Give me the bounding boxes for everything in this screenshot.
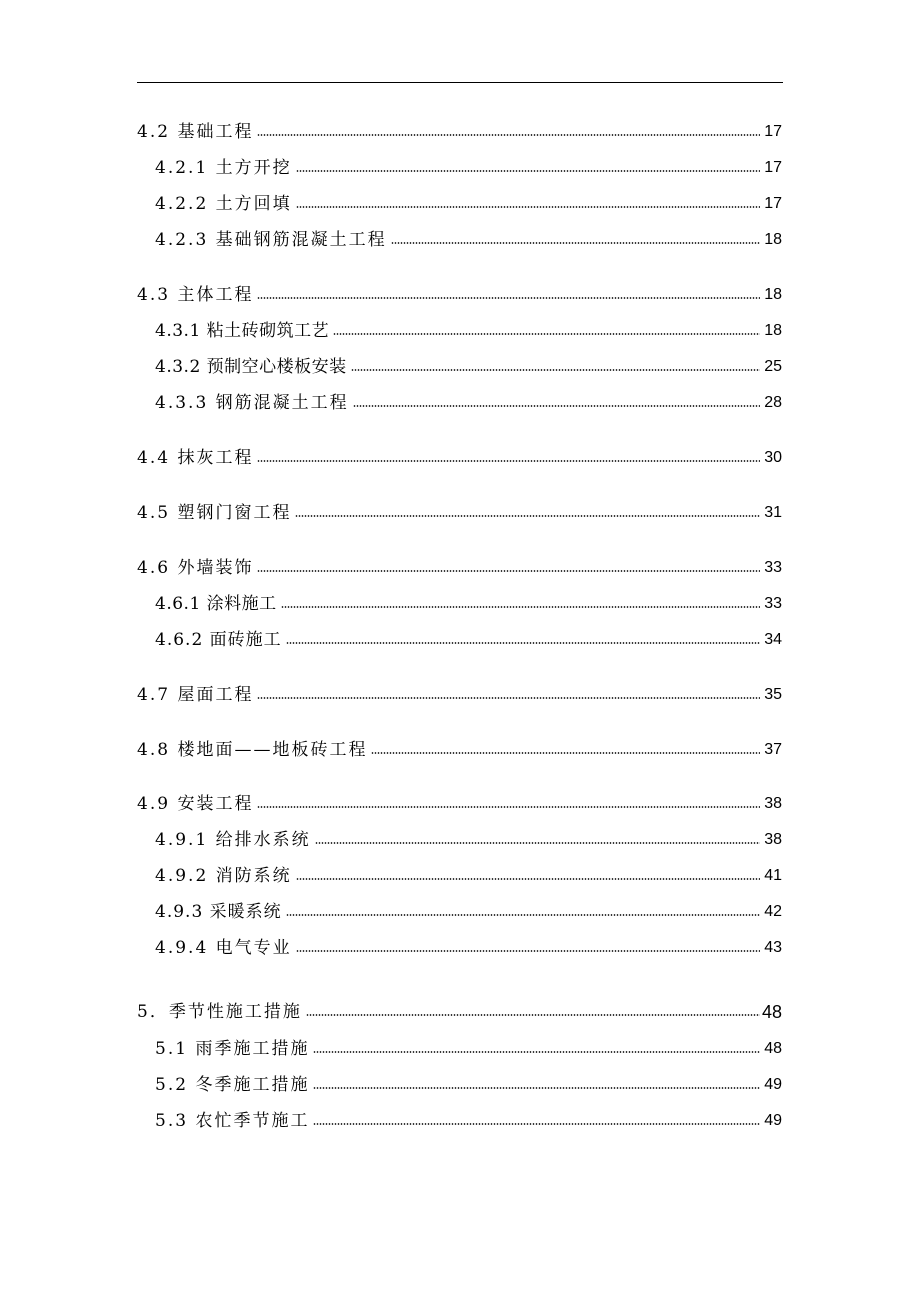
toc-entry-page: 18 [764, 286, 782, 303]
dot-leader [296, 169, 760, 173]
toc-entry-page: 28 [764, 394, 782, 411]
dot-leader [296, 205, 760, 209]
toc-entry-4-9-1[interactable] [155, 826, 782, 850]
toc-entry-label: 4.9 安装工程 [137, 794, 254, 814]
toc-entry-page: 18 [764, 231, 782, 248]
toc-entry-label: 4.2 基础工程 [137, 122, 254, 142]
dot-leader [296, 949, 760, 953]
dot-leader [286, 913, 760, 917]
toc-entry-page: 33 [764, 595, 782, 612]
toc-entry-page: 49 [764, 1112, 782, 1129]
dot-leader [257, 459, 760, 463]
dot-leader [295, 514, 760, 518]
toc-entry-4-6-1[interactable] [155, 590, 782, 614]
dot-leader [286, 641, 760, 645]
dot-leader [333, 332, 760, 336]
dot-leader [257, 805, 760, 809]
toc-entry-page: 37 [764, 741, 782, 758]
toc-entry-4-2[interactable] [137, 118, 782, 142]
toc-entry-page: 33 [764, 559, 782, 576]
toc-entry-4-3-2[interactable] [155, 353, 782, 377]
toc-entry-4-9-2[interactable] [155, 862, 782, 886]
dot-leader [296, 877, 760, 881]
dot-leader [281, 605, 760, 609]
toc-entry-4-6[interactable] [137, 554, 782, 578]
toc-entry-page: 25 [764, 358, 782, 375]
toc-entry-label: 4.3.3 钢筋混凝土工程 [155, 393, 349, 413]
dot-leader [313, 1086, 760, 1090]
dot-leader [313, 1122, 760, 1126]
toc-entry-label: 4.3 主体工程 [137, 285, 254, 305]
toc-entry-page: 41 [764, 867, 782, 884]
dot-leader [391, 241, 760, 245]
toc-entry-label: 5．季节性施工措施 [137, 1002, 302, 1022]
toc-entry-label: 4.2.3 基础钢筋混凝土工程 [155, 230, 387, 250]
toc-entry-label: 4.2.1 土方开挖 [155, 158, 292, 178]
dot-leader [351, 368, 760, 372]
toc-entry-label: 4.5 塑钢门窗工程 [137, 503, 292, 523]
dot-leader [371, 751, 760, 755]
toc-entry-label: 4.9.1 给排水系统 [155, 830, 311, 850]
toc-entry-4-2-2[interactable] [155, 190, 782, 214]
toc-entry-label: 5.3 农忙季节施工 [155, 1111, 310, 1131]
toc-entry-4-3[interactable] [137, 281, 782, 305]
toc-entry-page: 17 [764, 159, 782, 176]
toc-entry-label: 5.2 冬季施工措施 [155, 1075, 310, 1095]
toc-entry-page: 17 [764, 123, 782, 140]
toc-entry-page: 34 [764, 631, 782, 648]
toc-entry-label: 4.2.2 土方回填 [155, 194, 292, 214]
dot-leader [257, 296, 760, 300]
toc-entry-page: 30 [764, 449, 782, 466]
toc-entry-4-2-1[interactable] [155, 154, 782, 178]
toc-entry-page: 43 [764, 939, 782, 956]
toc-entry-label: 4.6.2 面砖施工 [155, 630, 282, 650]
toc-entry-4-5[interactable] [137, 499, 782, 523]
toc-entry-page: 49 [764, 1076, 782, 1093]
toc-entry-4-9[interactable] [137, 790, 782, 814]
toc-entry-label: 4.4 抹灰工程 [137, 448, 254, 468]
dot-leader [315, 841, 760, 845]
toc-entry-label: 4.9.4 电气专业 [155, 938, 292, 958]
toc-entry-4-8[interactable] [137, 736, 782, 760]
toc-entry-4-6-2[interactable] [155, 626, 782, 650]
toc-entry-4-3-3[interactable] [155, 389, 782, 413]
toc-entry-label: 4.3.2 预制空心楼板安装 [155, 357, 347, 377]
toc-entry-label: 4.8 楼地面——地板砖工程 [137, 740, 368, 760]
toc-entry-page: 31 [764, 504, 782, 521]
toc-entry-page: 42 [764, 903, 782, 920]
dot-leader [257, 696, 760, 700]
toc-entry-4-2-3[interactable] [155, 226, 782, 250]
toc-entry-page: 48 [764, 1040, 782, 1057]
toc-entry-5-3[interactable] [155, 1107, 782, 1131]
toc-entry-label: 4.9.3 采暖系统 [155, 902, 282, 922]
dot-leader [257, 133, 760, 137]
toc-entry-page: 48 [761, 1002, 782, 1022]
toc-entry-5[interactable] [137, 998, 782, 1022]
toc-entry-page: 38 [764, 831, 782, 848]
toc-entry-page: 35 [764, 686, 782, 703]
toc-entry-5-2[interactable] [155, 1071, 782, 1095]
toc-entry-4-4[interactable] [137, 444, 782, 468]
toc-entry-5-1[interactable] [155, 1035, 782, 1059]
toc-entry-label: 4.6 外墙装饰 [137, 558, 254, 578]
toc-entry-label: 5.1 雨季施工措施 [155, 1039, 310, 1059]
toc-entry-label: 4.9.2 消防系统 [155, 866, 292, 886]
dot-leader [257, 569, 760, 573]
toc-entry-label: 4.3.1 粘土砖砌筑工艺 [155, 321, 330, 341]
dot-leader [353, 404, 760, 408]
toc-entry-page: 18 [764, 322, 782, 339]
toc-entry-label: 4.6.1 涂料施工 [155, 594, 277, 614]
toc-entry-page: 17 [764, 195, 782, 212]
dot-leader [306, 1013, 760, 1017]
toc-entry-4-3-1[interactable] [155, 317, 782, 341]
toc-entry-4-7[interactable] [137, 681, 782, 705]
toc-entry-4-9-4[interactable] [155, 934, 782, 958]
toc-entry-page: 38 [764, 795, 782, 812]
dot-leader [313, 1050, 760, 1054]
toc-entry-4-9-3[interactable] [155, 898, 782, 922]
toc-entry-label: 4.7 屋面工程 [137, 685, 254, 705]
